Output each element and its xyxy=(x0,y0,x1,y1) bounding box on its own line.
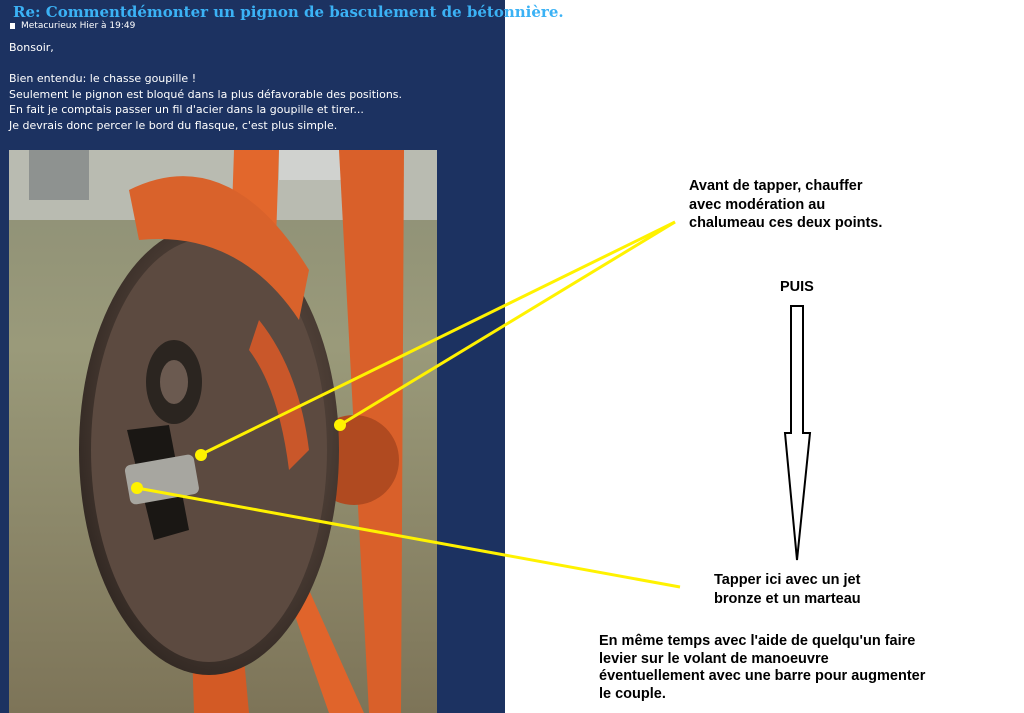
then-label: PUIS xyxy=(780,279,814,295)
heat-line: chalumeau ces deux points. xyxy=(689,215,883,231)
lever-line: éventuellement avec une barre pour augmenter xyxy=(599,668,926,684)
post-body-line: Je devrais donc percer le bord du flasque, c'est plus simple. xyxy=(9,118,338,132)
lever-line: levier sur le volant de manoeuvre xyxy=(599,650,829,667)
tap-point-marker xyxy=(131,482,143,494)
heat-line: Avant de tapper, chauffer xyxy=(689,178,863,194)
post-body-line: Bien entendu: le chasse goupille ! xyxy=(9,72,197,86)
heat-point-marker xyxy=(195,449,207,461)
post-title[interactable]: Re: Commentdémonter un pignon de basculement de bétonnière. xyxy=(13,3,564,21)
tap-line: Tapper ici avec un jet xyxy=(714,572,861,588)
lever-instruction xyxy=(599,633,925,703)
tap-line: bronze et un marteau xyxy=(714,590,861,607)
lever-line: En même temps avec l'aide de quelqu'un faire xyxy=(599,633,916,649)
post-body-line: En fait je comptais passer un fil d'acier dans la goupille et tirer... xyxy=(9,103,364,117)
post-body-line: Seulement le pignon est bloqué dans la plus défavorable des positions. xyxy=(9,87,403,101)
post-greeting: Bonsoir, xyxy=(9,41,54,54)
post-author[interactable]: Metacurieux xyxy=(21,21,77,31)
tap-instruction xyxy=(714,571,861,608)
lever-line: le couple. xyxy=(599,685,666,702)
heat-instruction xyxy=(689,177,882,233)
post-date: Hier à 19:49 xyxy=(79,21,136,31)
annotation-line xyxy=(137,488,680,587)
annotation-line xyxy=(200,222,675,455)
heat-point-marker xyxy=(334,419,346,431)
down-arrow-icon xyxy=(785,306,810,560)
annotation-line xyxy=(340,222,675,425)
heat-line: avec modération au xyxy=(689,196,826,213)
